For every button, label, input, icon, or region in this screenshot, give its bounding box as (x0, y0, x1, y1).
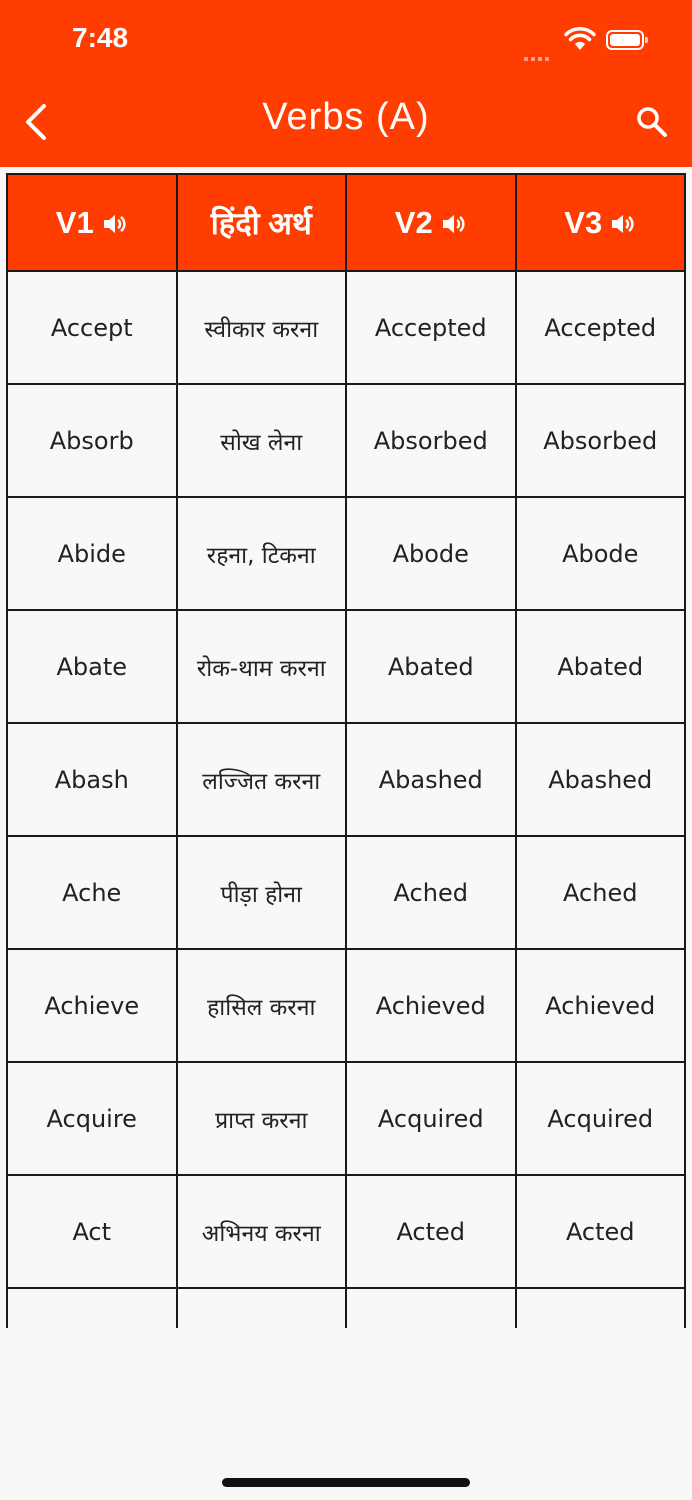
search-button[interactable] (632, 102, 672, 142)
table-row[interactable] (7, 949, 685, 1062)
cell-v1[interactable]: Abide (7, 497, 177, 610)
table-row[interactable] (7, 723, 685, 836)
cell-v2[interactable]: Abated (346, 610, 516, 723)
cell-hindi: रहना, टिकना (177, 497, 347, 610)
cell-v1[interactable]: Abash (7, 723, 177, 836)
cell-v2[interactable]: Achieved (346, 949, 516, 1062)
cell-v3[interactable]: Absorbed (516, 384, 686, 497)
column-header-hindi: हिंदी अर्थ (177, 174, 347, 271)
page-title: Verbs (A) (262, 96, 430, 138)
cell-v3[interactable]: Abated (516, 610, 686, 723)
signal-icon (524, 42, 552, 61)
cell-v1[interactable]: Absorb (7, 384, 177, 497)
cell-v2[interactable]: Acquired (346, 1062, 516, 1175)
cell-v2[interactable]: Accepted (346, 271, 516, 384)
table-row[interactable] (7, 1175, 685, 1288)
cell-v3[interactable]: Achieved (516, 949, 686, 1062)
cell-v1[interactable]: Acquire (7, 1062, 177, 1175)
cell-v2[interactable]: Ached (346, 836, 516, 949)
cell-v2[interactable]: Abashed (346, 723, 516, 836)
cell-v2[interactable]: Absorbed (346, 384, 516, 497)
cell-v1[interactable] (7, 1288, 177, 1328)
cell-hindi: प्राप्त करना (177, 1062, 347, 1175)
verbs-table (6, 173, 686, 1328)
cell-v2[interactable]: Abode (346, 497, 516, 610)
cell-v3[interactable] (516, 1288, 686, 1328)
cell-v3[interactable]: Acquired (516, 1062, 686, 1175)
cell-v1[interactable]: Accept (7, 271, 177, 384)
speaker-icon (441, 212, 467, 236)
table-row[interactable] (7, 271, 685, 384)
column-header-v2[interactable]: V2 (346, 174, 516, 271)
cell-v1[interactable]: Achieve (7, 949, 177, 1062)
cell-v2[interactable]: Acted (346, 1175, 516, 1288)
cell-hindi: पीड़ा होना (177, 836, 347, 949)
status-time: 7:48 (72, 22, 129, 53)
cell-hindi: रोक-थाम करना (177, 610, 347, 723)
cell-v3[interactable]: Abashed (516, 723, 686, 836)
speaker-icon (610, 212, 636, 236)
speaker-icon (102, 212, 128, 236)
cell-v2[interactable] (346, 1288, 516, 1328)
cell-hindi (177, 1288, 347, 1328)
wifi-icon (564, 26, 596, 52)
status-icons (520, 22, 670, 58)
cell-v3[interactable]: Abode (516, 497, 686, 610)
table-row[interactable] (7, 497, 685, 610)
app-bar (0, 0, 692, 167)
battery-icon (606, 30, 644, 50)
cell-v1[interactable]: Ache (7, 836, 177, 949)
home-indicator[interactable] (222, 1478, 470, 1487)
cell-v1[interactable]: Act (7, 1175, 177, 1288)
cell-v1[interactable]: Abate (7, 610, 177, 723)
column-header-v1[interactable]: V1 (7, 174, 177, 271)
table-row[interactable] (7, 384, 685, 497)
cell-hindi: अभिनय करना (177, 1175, 347, 1288)
cell-hindi: सोख लेना (177, 384, 347, 497)
table-row[interactable] (7, 836, 685, 949)
table-row[interactable] (7, 610, 685, 723)
table-row[interactable] (7, 1062, 685, 1175)
cell-hindi: स्वीकार करना (177, 271, 347, 384)
cell-v3[interactable]: Accepted (516, 271, 686, 384)
cell-v3[interactable]: Ached (516, 836, 686, 949)
table-header-row (7, 174, 685, 271)
cell-hindi: लज्जित करना (177, 723, 347, 836)
cell-hindi: हासिल करना (177, 949, 347, 1062)
column-header-v3[interactable]: V3 (516, 174, 686, 271)
table-row[interactable] (7, 1288, 685, 1328)
cell-v3[interactable]: Acted (516, 1175, 686, 1288)
